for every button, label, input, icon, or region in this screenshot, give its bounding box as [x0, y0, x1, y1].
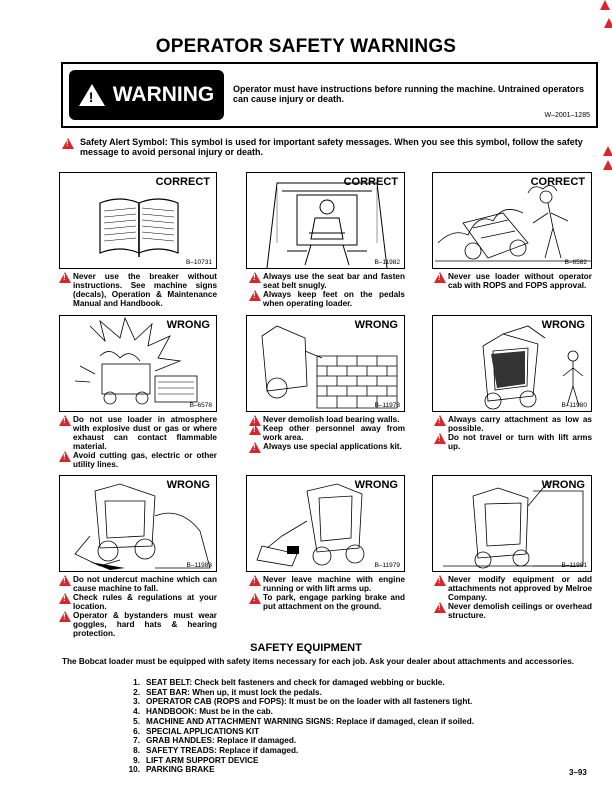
warning-label-text: WARNING — [112, 83, 215, 106]
caption-text: Keep other personnel away from work area. — [263, 424, 405, 442]
alert-icon — [249, 575, 261, 586]
caption-text: Never use the breaker without instructions. See machine signs (decals), Operation & Maintenance Manual and Handbook. — [73, 272, 217, 308]
alert-icon — [59, 451, 71, 462]
caption-text: Always carry attachment as low as possible. — [448, 415, 592, 433]
page-title: OPERATOR SAFETY WARNINGS — [155, 36, 457, 57]
caption-text: Check rules & regulations at your location. — [73, 593, 217, 611]
alert-icon — [434, 575, 446, 586]
panel-code: B–11978 — [374, 402, 400, 409]
alert-icon — [249, 593, 261, 604]
caption-text: Always use the seat bar and fasten seat belt snugly. — [263, 272, 405, 290]
panel-label: WRONG — [166, 319, 210, 331]
panel-leave-machine — [246, 475, 405, 572]
alert-icon — [249, 272, 261, 283]
alert-icon — [434, 433, 446, 444]
caption-text: Do not use loader in atmosphere with explosive dust or gas or where exhaust can contact flammable material. — [73, 415, 217, 451]
alert-icon — [434, 415, 446, 426]
caption-text: Never leave machine with engine running or with lift arms up. — [263, 575, 405, 593]
list-item: 8. SAFETY TREADS: Replace if damaged. — [133, 745, 299, 755]
panel-caption — [249, 272, 405, 308]
alert-icon — [59, 272, 71, 283]
list-item: 2. SEAT BAR: When up, it must lock the pedals. — [133, 687, 322, 697]
panel-label: WRONG — [166, 479, 210, 491]
panel-code: B–11982 — [374, 259, 400, 266]
alert-icon — [59, 415, 71, 426]
alert-icon — [59, 575, 71, 586]
warning-text: Operator must have instructions before running the machine. Untrained operators can cause injury or death. — [233, 84, 585, 104]
panel-undercut — [59, 475, 217, 572]
panel-caption — [249, 575, 405, 611]
alert-icon — [434, 272, 446, 283]
alert-icon — [59, 593, 71, 604]
list-item: 7. GRAB HANDLES: Replace if damaged. — [133, 736, 297, 746]
panel-seat-bar — [246, 172, 405, 269]
alert-icon — [59, 611, 71, 622]
caption-text: Operator & bystanders must wear goggles, hard hats & hearing protection. — [73, 611, 217, 638]
page-number: 3–93 — [569, 768, 587, 777]
panel-code: B–11981 — [561, 562, 587, 569]
caption-text: Do not undercut machine which can cause machine to fall. — [73, 575, 217, 593]
edge-alert-mark — [604, 18, 612, 28]
panel-label: CORRECT — [155, 176, 210, 188]
panel-travel-arms-up — [432, 315, 592, 412]
list-item: 5. MACHINE AND ATTACHMENT WARNING SIGNS: Replace if damaged, clean if soiled. — [133, 716, 474, 726]
panel-label: WRONG — [541, 319, 585, 331]
warning-label — [69, 70, 224, 120]
alert-icon — [434, 602, 446, 613]
list-item: 10. PARKING BRAKE — [128, 765, 215, 775]
list-item: 3. OPERATOR CAB (ROPS and FOPS): It must be on the loader with all fasteners tight. — [133, 697, 473, 707]
caption-text: Always keep feet on the pedals when operating loader. — [263, 290, 405, 308]
safety-alert-statement — [62, 137, 602, 157]
caption-text: Avoid cutting gas, electric or other utility lines. — [73, 451, 217, 469]
caption-text: Never use loader without operator cab with ROPS and FOPS approval. — [448, 272, 592, 290]
caption-text: Do not travel or turn with lift arms up. — [448, 433, 592, 451]
panel-code: B–10731 — [185, 259, 212, 266]
caption-text: Never demolish load bearing walls. — [263, 415, 400, 424]
caption-text: Never demolish ceilings or overhead structure. — [448, 602, 592, 620]
panel-label: CORRECT — [530, 176, 585, 188]
safety-alert-text: Safety Alert Symbol: This symbol is used for important safety messages. When you see this symbol, follow the safety message to avoid personal injury or death. — [80, 137, 583, 157]
caption-text: To park, engage parking brake and put attachment on the ground. — [263, 593, 405, 611]
warning-icon: ! — [79, 84, 105, 106]
panel-code: B–6582 — [564, 259, 587, 266]
panel-rops-cab — [432, 172, 592, 269]
panel-code: B–11983 — [186, 562, 212, 569]
alert-icon — [249, 442, 261, 453]
panel-label: WRONG — [354, 479, 398, 491]
caption-text: Never modify equipment or add attachments not approved by Melroe Company. — [448, 575, 592, 602]
safety-equipment-intro: The Bobcat loader must be equipped with safety items necessary for each job. Ask your dealer about attachments and accessories. — [62, 657, 575, 666]
panel-caption — [249, 415, 405, 451]
alert-icon — [249, 290, 261, 301]
panel-code: B–11980 — [561, 402, 587, 409]
safety-equipment-title: SAFETY EQUIPMENT — [250, 642, 362, 654]
list-item: 1. SEAT BELT: Check belt fasteners and check for damaged webbing or buckle. — [133, 678, 445, 687]
panel-code: B–6578 — [189, 402, 212, 409]
edge-alert-mark — [603, 146, 612, 156]
safety-equipment-list — [120, 678, 590, 775]
panel-caption — [434, 415, 592, 451]
panel-demolish-walls — [246, 315, 405, 412]
panel-breaker-instructions — [59, 172, 217, 269]
panel-caption — [59, 575, 217, 638]
warning-code: W–2001–1285 — [544, 112, 590, 119]
warning-box — [61, 62, 598, 128]
list-item: 9. LIFT ARM SUPPORT DEVICE — [133, 755, 259, 765]
panel-caption — [434, 272, 592, 290]
panel-caption — [59, 272, 217, 308]
panel-label: CORRECT — [343, 176, 398, 188]
edge-alert-mark — [603, 160, 612, 170]
alert-icon — [249, 424, 261, 435]
panel-overhead-structure — [432, 475, 592, 572]
safety-alert-icon — [62, 138, 74, 149]
panel-caption — [59, 415, 217, 469]
list-item: 4. HANDBOOK: Must be in the cab. — [133, 707, 273, 717]
list-item: 6. SPECIAL APPLICATIONS KIT — [133, 726, 260, 736]
caption-text: Always use special applications kit. — [263, 442, 402, 451]
panel-caption — [434, 575, 592, 620]
panel-label: WRONG — [541, 479, 585, 491]
panel-code: B–11979 — [374, 562, 400, 569]
panel-explosive-atmosphere — [59, 315, 217, 412]
edge-alert-mark — [600, 0, 610, 10]
panel-label: WRONG — [354, 319, 398, 331]
